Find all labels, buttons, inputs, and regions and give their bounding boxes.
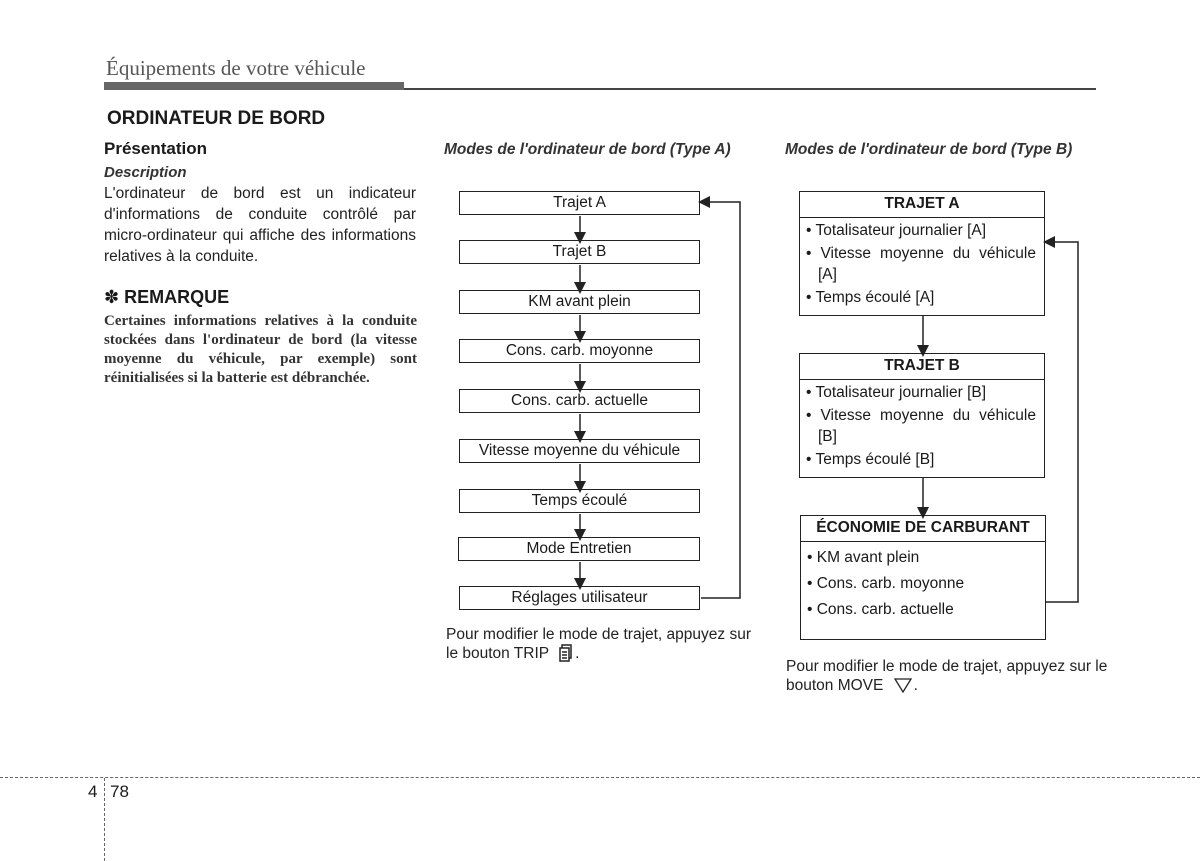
mode-box-temps-ecoule: Temps écoulé bbox=[459, 489, 700, 513]
trip-button-icon bbox=[559, 644, 573, 667]
type-b-note bbox=[786, 657, 1116, 698]
type-b-arrows bbox=[923, 242, 1078, 602]
description-text: L'ordinateur de bord est un indicateur d'informations de conduite contrôlé par micro-ordinateur qui affiche des informations relatives à la conduite. bbox=[104, 185, 416, 265]
group-item: • Cons. carb. moyonne bbox=[807, 575, 965, 592]
chapter-title: Équipements de votre véhicule bbox=[106, 56, 366, 80]
move-button-icon bbox=[894, 677, 912, 698]
group-title: TRAJET A bbox=[800, 192, 1044, 218]
remark-title: REMARQUE bbox=[124, 287, 230, 307]
type-a-note bbox=[446, 625, 766, 667]
footer-divider bbox=[104, 778, 105, 861]
group-item: • Totalisateur journalier [A] bbox=[806, 222, 987, 239]
loop-line-b bbox=[1045, 242, 1078, 602]
note-text: Pour modifier le mode de trajet, appuyez sur le bouton MOVE bbox=[786, 658, 1108, 694]
mode-box-trajet-a: Trajet A bbox=[459, 191, 700, 215]
type-a-caption: Modes de l'ordinateur de bord (Type A) bbox=[444, 141, 731, 158]
note-end: . bbox=[575, 645, 580, 662]
mode-box-cons-moyenne: Cons. carb. moyonne bbox=[459, 339, 700, 363]
group-item: • Temps écoulé [A] bbox=[806, 289, 935, 306]
mode-box-cons-actuelle: Cons. carb. actuelle bbox=[459, 389, 700, 413]
group-item: • Vitesse moyenne du véhicule [B] bbox=[806, 407, 1036, 445]
group-item: • Vitesse moyenne du véhicule [A] bbox=[806, 245, 1036, 283]
mode-box-mode-entretien: Mode Entretien bbox=[458, 537, 700, 561]
mode-box-vitesse-moyenne: Vitesse moyenne du véhicule bbox=[459, 439, 700, 463]
mode-box-reglages: Réglages utilisateur bbox=[459, 586, 700, 610]
group-item: • Temps écoulé [B] bbox=[806, 451, 935, 468]
section-title: ORDINATEUR DE BORD bbox=[107, 108, 326, 129]
type-b-caption: Modes de l'ordinateur de bord (Type B) bbox=[785, 141, 1073, 158]
remark-star-icon: ✽ bbox=[104, 287, 120, 307]
note-end: . bbox=[913, 677, 918, 694]
group-title: ÉCONOMIE DE CARBURANT bbox=[801, 516, 1045, 542]
mode-box-trajet-b: Trajet B bbox=[459, 240, 700, 264]
type-a-arrows bbox=[580, 202, 740, 598]
group-item: • Totalisateur journalier [B] bbox=[806, 384, 987, 401]
note-text: Pour modifier le mode de trajet, appuyez sur le bouton TRIP bbox=[446, 626, 751, 662]
mode-box-km-avant-plein: KM avant plein bbox=[459, 290, 700, 314]
page-number: 78 bbox=[110, 782, 129, 801]
footer-rule bbox=[0, 777, 1200, 778]
remark-text: Certaines informations relatives à la conduite stockées dans l'ordinateur de bord (la vitesse moyenne du véhicule, par exemple) sont réinitialisées si la batterie est débranchée. bbox=[104, 313, 417, 386]
page-chapter: 4 bbox=[88, 782, 98, 801]
group-item: • KM avant plein bbox=[807, 549, 920, 566]
subsection-title: Présentation bbox=[104, 139, 207, 158]
group-title: TRAJET B bbox=[800, 354, 1044, 380]
loop-line-a bbox=[701, 202, 740, 598]
group-item: • Cons. carb. actuelle bbox=[807, 601, 954, 618]
description-label: Description bbox=[104, 164, 187, 181]
